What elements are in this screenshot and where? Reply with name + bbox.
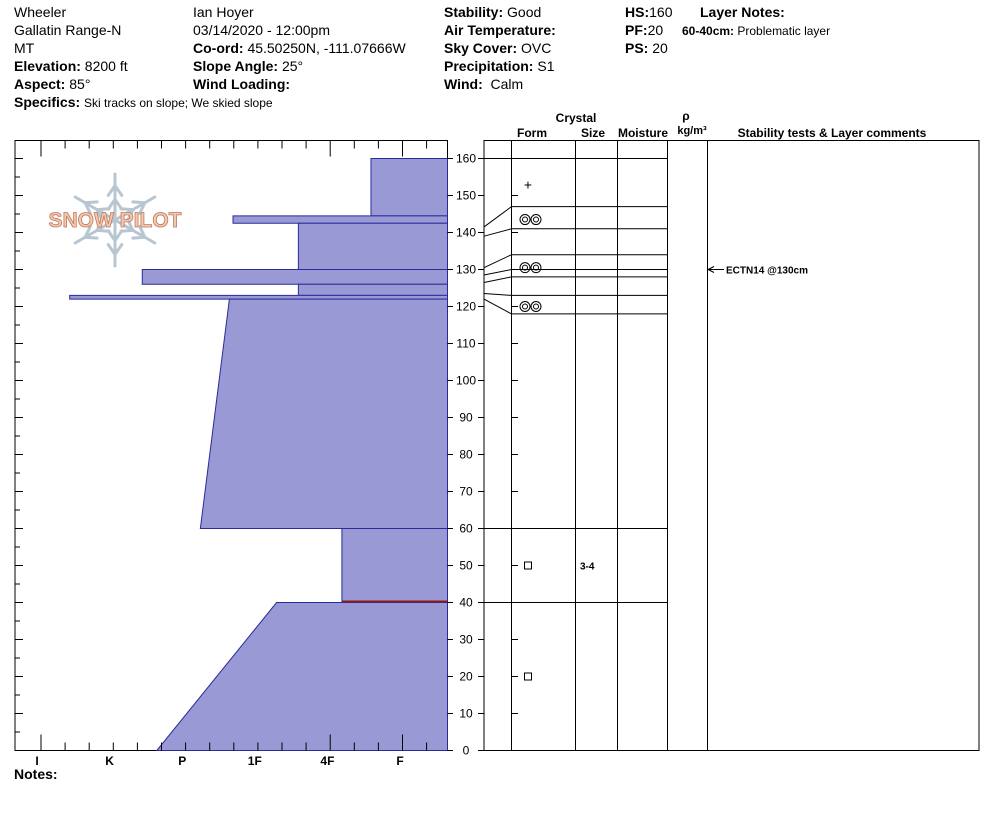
elevation-value: 8200 ft <box>84 58 128 74</box>
layer-notes-title: Layer Notes: <box>700 4 785 20</box>
depth-tick-label: 150 <box>455 188 477 203</box>
crystal-size: 3-4 <box>580 561 595 573</box>
depth-tick-label: 30 <box>459 632 473 647</box>
state: MT <box>14 40 35 56</box>
hardness-layer-bar <box>233 216 447 223</box>
hs-value: 160 <box>649 4 673 20</box>
header-stability-comments: Stability tests & Layer comments <box>737 126 927 140</box>
depth-tick-label: 90 <box>459 410 473 425</box>
hardness-scale-label: 1F <box>247 754 262 768</box>
stability-tests <box>708 266 808 277</box>
layer-table-columns <box>512 141 708 751</box>
hardness-layer-bar <box>200 299 447 528</box>
aspect-value: 85° <box>69 76 91 92</box>
rounded-grain-symbol-inner <box>523 217 528 222</box>
header-rho: ρ <box>682 109 690 123</box>
rounded-grain-symbol <box>520 302 530 312</box>
faceted-crystal-symbol <box>525 673 532 680</box>
snowflake-branch <box>133 202 145 203</box>
hardness-layer-bar <box>298 223 447 269</box>
depth-tick-label: 10 <box>459 706 473 721</box>
stability-test-label: ECTN14 @130cm <box>726 265 809 277</box>
hardness-scale-label: I <box>35 754 39 768</box>
depth-tick-label: 20 <box>459 669 473 684</box>
aspect-label: Aspect: <box>14 76 66 92</box>
rounded-grain-symbol-inner <box>523 304 528 309</box>
rounded-grain-symbol <box>531 215 541 225</box>
hardness-scale-labels <box>35 754 403 768</box>
rounded-grain-symbol-inner <box>534 217 539 222</box>
location-name: Wheeler <box>14 4 67 20</box>
new-snow-symbol: + <box>523 176 533 193</box>
depth-tick-label: 110 <box>456 336 476 351</box>
depth-tick-label: 40 <box>459 595 473 610</box>
header-crystal: Crystal <box>555 111 597 125</box>
slope-value: 25° <box>281 58 304 74</box>
notes-label: Notes: <box>14 766 58 782</box>
snowflake-branch <box>85 202 97 203</box>
table-headers <box>517 109 927 140</box>
ps-label: PS: <box>625 40 649 56</box>
hardness-scale-label: 4F <box>320 754 335 768</box>
hardness-layer-bar <box>371 159 448 216</box>
precipitation-label: Precipitation: <box>444 58 534 74</box>
layer-note-range: 60-40cm: <box>682 24 735 38</box>
rounded-grain-symbol <box>531 263 541 273</box>
hardness-layers <box>70 159 448 751</box>
header-form: Form <box>517 126 547 140</box>
layer-table-frame <box>484 141 979 751</box>
depth-tick-label: 140 <box>455 225 477 240</box>
pf-label: PF: <box>625 22 648 38</box>
wind-loading-label: Wind Loading: <box>193 76 291 92</box>
stability-value: Good <box>507 4 542 20</box>
elevation-label: Elevation: <box>14 58 81 74</box>
rounded-grain-symbol-inner <box>534 304 539 309</box>
ps-value: 20 <box>652 40 668 56</box>
rounded-grain-symbol <box>520 215 530 225</box>
hardness-scale-label: K <box>105 754 114 768</box>
hardness-scale-label: P <box>178 754 187 768</box>
depth-tick-label: 160 <box>455 151 477 166</box>
observation-datetime: 03/14/2020 - 12:00pm <box>193 22 330 38</box>
rounded-grain-symbol <box>531 302 541 312</box>
depth-tick-label: 80 <box>459 447 473 462</box>
rounded-grain-symbol <box>520 263 530 273</box>
slope-label: Slope Angle: <box>193 58 279 74</box>
table-ticks <box>512 159 519 751</box>
air-temp-label: Air Temperature: <box>444 22 556 38</box>
header-moisture: Moisture <box>617 126 669 140</box>
pf-value: 20 <box>647 22 664 38</box>
depth-tick-label: 0 <box>462 743 470 758</box>
header-size: Size <box>580 126 606 140</box>
header-density-unit: kg/m³ <box>677 125 707 137</box>
snowflake-branch <box>133 237 145 238</box>
depth-tick-label: 130 <box>455 262 477 277</box>
stability-label: Stability: <box>444 4 504 20</box>
hardness-layer-bar <box>342 529 448 603</box>
depth-tick-label: 50 <box>459 558 473 573</box>
hs-label: HS: <box>625 4 650 20</box>
hardness-layer-bar <box>70 295 448 299</box>
observer-name: Ian Hoyer <box>193 4 254 20</box>
depth-tick-label: 70 <box>459 484 473 499</box>
sky-cover-label: Sky Cover: <box>444 40 518 56</box>
coord-value: 45.50250N, -111.07666W <box>247 40 406 56</box>
mountain-range: Gallatin Range-N <box>14 22 122 38</box>
hardness-layer-bar <box>142 270 447 285</box>
coord-label: Co-ord: <box>193 40 244 56</box>
depth-axis <box>448 152 485 758</box>
precipitation-value: S1 <box>537 58 555 74</box>
wind-value: Calm <box>490 76 524 92</box>
depth-tick-label: 60 <box>459 521 473 536</box>
sky-cover-value: OVC <box>521 40 552 56</box>
hardness-scale-label: F <box>396 754 404 768</box>
specifics-value: Ski tracks on slope; We skied slope <box>84 96 273 110</box>
snowflake-branch <box>85 237 97 238</box>
layer-note-text: Problematic layer <box>737 24 831 38</box>
faceted-crystal-symbol <box>525 562 532 569</box>
depth-tick-label: 100 <box>455 373 477 388</box>
depth-tick-label: 120 <box>455 299 477 314</box>
logo-text: SNOW PILOT <box>48 209 182 232</box>
crystal-symbols <box>520 176 595 680</box>
hardness-layer-bar <box>157 603 448 751</box>
wind-label: Wind: <box>444 76 483 92</box>
hardness-layer-bar <box>298 284 447 295</box>
snowpilot-logo <box>49 174 182 266</box>
specifics-label: Specifics: <box>14 94 81 110</box>
